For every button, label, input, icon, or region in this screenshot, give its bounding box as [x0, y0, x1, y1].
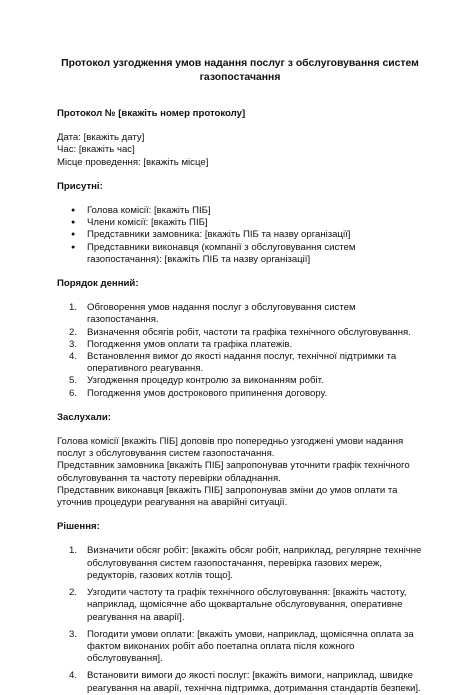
- heard-paragraph: Представник замовника [вкажіть ПІБ] запропонував уточнити графік технічного обслуговування та частоту перевірки обладнання.: [57, 460, 410, 484]
- item-text: Узгодити частоту та графік технічного обслуговування: [вкажіть частоту, наприклад, щомісячне або щоквартальне обслуговування, оперативне реагування на аварії].: [87, 587, 407, 623]
- item-text: Погодити умови оплати: [вкажіть умови, наприклад, щомісячна оплата за фактом виконаних робіт або поетапна оплата після кожного обслуговування].: [87, 628, 414, 665]
- list-item: ● Представники замовника: [вкажіть ПІБ та назву організації]: [57, 229, 429, 241]
- protocol-number: Протокол № [вкажіть номер протоколу]: [57, 108, 246, 119]
- heard-paragraph: Представник виконавця [вкажіть ПІБ] запропонував зміни до умов оплати та уточнив процедури реагування на аварійні ситуації.: [57, 484, 398, 509]
- list-item: [57, 339, 429, 351]
- meta-date: Дата: [вкажіть дату]: [57, 132, 145, 144]
- item-number: 3.: [69, 628, 78, 640]
- list-item: ● Представники виконавця (компанії з обслуговування систем газопостачання): [вкажіть ПІБ та назву організації]: [57, 242, 429, 266]
- item-number: 3.: [69, 338, 78, 350]
- list-item: [57, 545, 429, 582]
- list-item: [57, 587, 429, 624]
- item-number: 4.: [69, 670, 78, 682]
- item-number: 1.: [69, 545, 78, 557]
- list-item: [57, 351, 429, 375]
- item-text: Погодження умов дострокового припинення договору.: [87, 387, 328, 399]
- item-text: Визначити обсяг робіт: [вкажіть обсяг робіт, наприклад, регулярне технічне обслуговування систем газопостачання, перевірка газових мереж, редукторів, газових котлів тощо].: [87, 545, 422, 581]
- document-title: Протокол узгодження умов надання послуг з обслуговування систем газопостачання: [61, 58, 419, 83]
- item-number: 2.: [69, 326, 78, 338]
- heard-paragraph: Голова комісії [вкажіть ПІБ] доповів про попередньо узгоджені умови надання послуг з обслуговування систем газопостачання.: [57, 436, 404, 460]
- item-number: 4.: [69, 351, 78, 363]
- list-item: [57, 375, 429, 387]
- list-item: [57, 670, 429, 694]
- agenda-list: [57, 302, 429, 400]
- list-item: ● Голова комісії: [вкажіть ПІБ]: [57, 205, 429, 217]
- decisions-list: [57, 545, 429, 694]
- present-heading: Присутні:: [57, 180, 103, 192]
- item-text: Погодження умов оплати та графіка платежів.: [87, 338, 293, 350]
- item-number: 5.: [69, 375, 78, 387]
- item-text: Узгодження процедур контролю за виконанням робіт.: [87, 375, 324, 387]
- list-item: [57, 327, 429, 339]
- list-item: [57, 629, 429, 666]
- meta-place: Місце проведення: [вкажіть місце]: [57, 156, 209, 168]
- item-number: 2.: [69, 587, 78, 599]
- item-text: Обговорення умов надання послуг з обслуговування систем газопостачання.: [87, 302, 356, 326]
- list-item: ● Члени комісії: [вкажіть ПІБ]: [57, 217, 429, 229]
- meta-time: Час: [вкажіть час]: [57, 144, 135, 156]
- list-item: [57, 302, 429, 326]
- item-number: 6.: [69, 387, 78, 399]
- item-text: Встановлення вимог до якості надання послуг, технічної підтримки та оперативного реагування.: [87, 351, 397, 375]
- present-list: [57, 205, 429, 266]
- item-text: Визначення обсягів робіт, частоти та графіка технічного обслуговування.: [87, 326, 411, 338]
- heard-heading: Заслухали:: [57, 411, 111, 423]
- item-text: Встановити вимоги до якості послуг: [вкажіть вимоги, наприклад, швидке реагування на аварії, технічна підтримка, дотримання стандартів безпеки].: [87, 670, 421, 694]
- agenda-heading: Порядок денний:: [57, 278, 139, 290]
- item-number: 1.: [69, 302, 78, 314]
- decisions-heading: Рішення:: [57, 521, 100, 533]
- list-item: [57, 388, 429, 400]
